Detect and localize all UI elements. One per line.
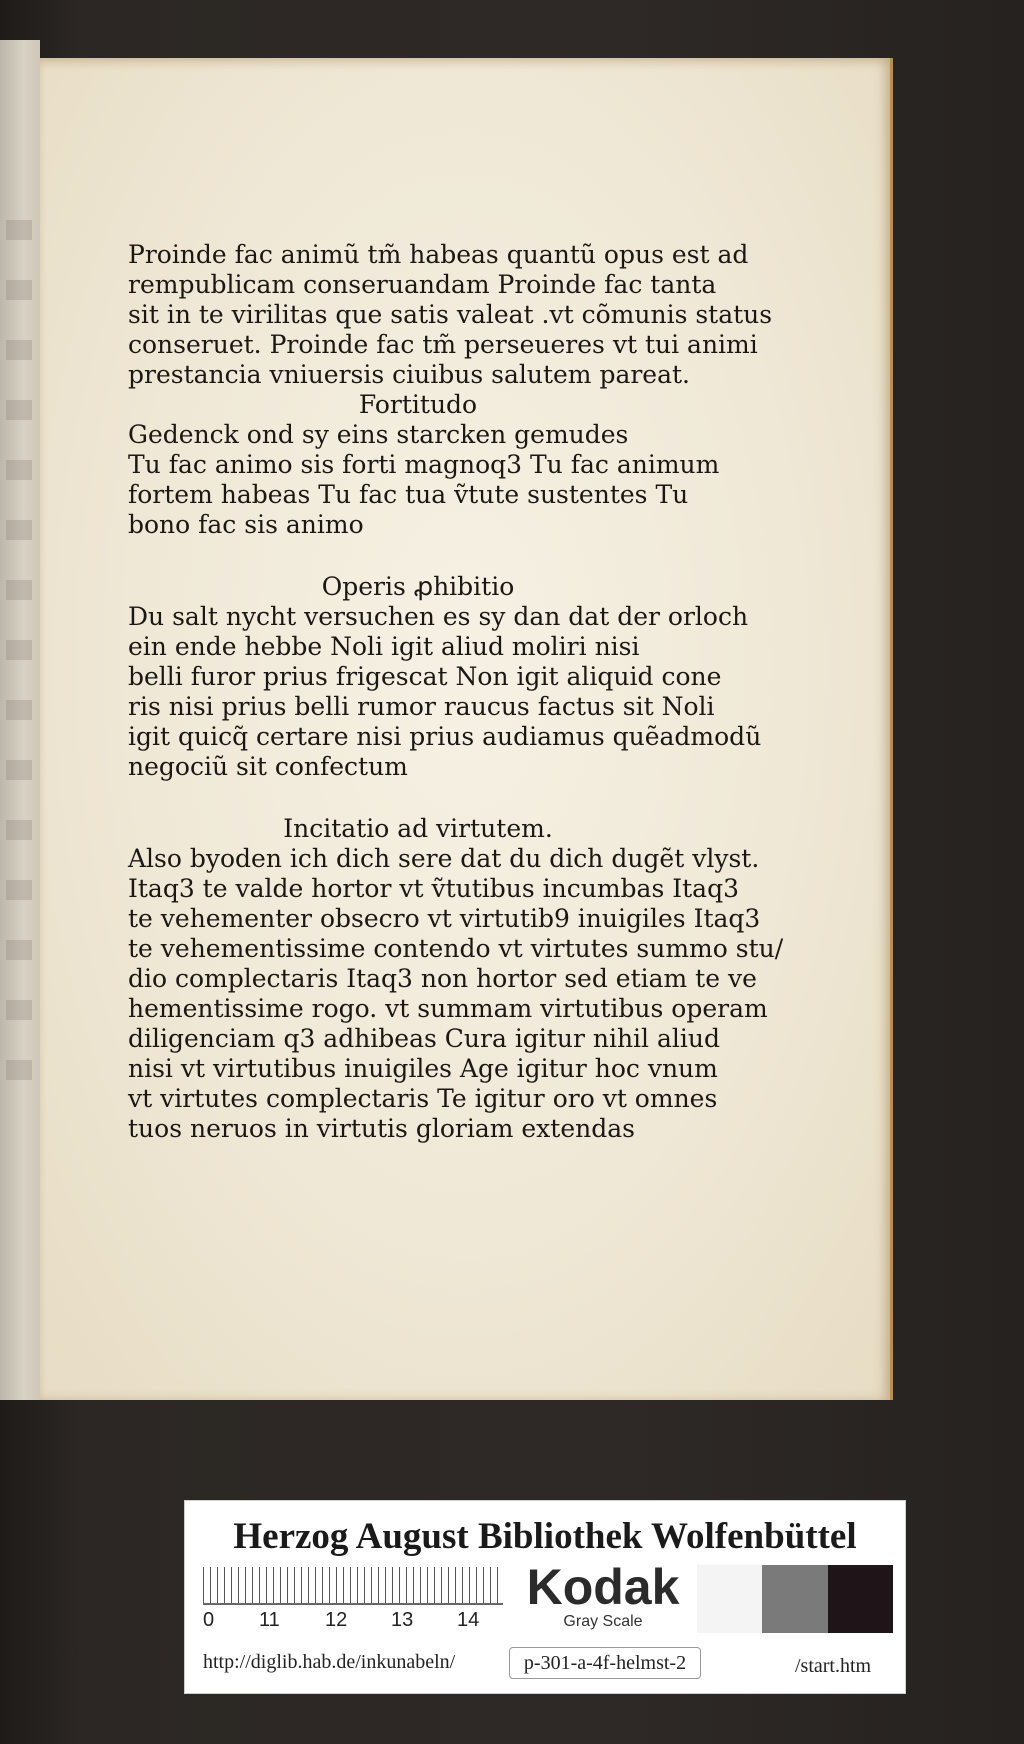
section-heading-operis: Operis ꝓhibitio (321, 572, 515, 601)
calibration-card (184, 1500, 906, 1694)
text-line: te vehementissime contendo vt virtutes summo stu/ (128, 934, 784, 963)
gray-swatch-mid (762, 1565, 827, 1633)
source-url: http://diglib.hab.de/inkunabeln/ (203, 1651, 456, 1673)
text-line: igit quicq̃ certare nisi prius audiamus quẽadmodũ (128, 722, 762, 751)
text-line: ein ende hebbe Noli igit aliud moliri nisi (128, 632, 640, 661)
text-line: Itaq3 te valde hortor vt ṽtutibus incumbas Itaq3 (128, 874, 739, 903)
ruler-number: 14 (457, 1609, 480, 1631)
text-line: sit in te virilitas que satis valeat .vt cõmunis status (128, 300, 773, 329)
text-line: belli furor prius frigescat Non igit aliquid cone (128, 662, 722, 691)
gray-swatch-light (697, 1565, 762, 1633)
ruler-number: 13 (391, 1609, 414, 1631)
library-title: Herzog August Bibliothek Wolfenbüttel (233, 1516, 857, 1557)
text-line: rempublicam conseruandam Proinde fac tanta (128, 270, 717, 299)
facing-page-edge (0, 40, 40, 1400)
gray-swatches (697, 1565, 893, 1633)
facing-page-bleed (6, 220, 32, 1120)
text-line: negociũ sit confectum (128, 752, 408, 781)
shelfmark: p-301-a-4f-helmst-2 (509, 1647, 701, 1679)
text-line: Proinde fac animũ tm̃ habeas quantũ opus est ad (128, 240, 749, 269)
text-line: vt virtutes complectaris Te igitur oro vt omnes (128, 1084, 718, 1113)
text-line: Gedenck ond sy eins starcken gemudes (128, 420, 629, 449)
kodak-logo: Kodak (526, 1559, 680, 1615)
ruler-number: 11 (259, 1609, 280, 1631)
text-line: bono fac sis animo (128, 510, 364, 539)
ruler-numbers (203, 1609, 503, 1633)
start-page-link: /start.htm (795, 1655, 872, 1677)
ruler-number: 12 (325, 1609, 348, 1631)
text-line: prestancia vniuersis ciuibus salutem pareat. (128, 360, 690, 389)
page-text (128, 240, 784, 1144)
section-heading-fortitudo: Fortitudo (358, 390, 478, 419)
text-line: fortem habeas Tu fac tua ṽtute sustentes Tu (128, 480, 689, 509)
gray-swatch-dark (828, 1565, 893, 1633)
text-line: diligenciam q3 adhibeas Cura igitur nihil aliud (128, 1024, 720, 1053)
gray-scale-label: Gray Scale (563, 1613, 643, 1630)
text-line: conseruet. Proinde fac tm̃ perseueres vt tui animi (128, 330, 758, 359)
text-line: Tu fac animo sis forti magnoq3 Tu fac animum (128, 450, 720, 479)
text-line: Du salt nycht versuchen es sy dan dat der orloch (128, 602, 749, 631)
text-line: Also byoden ich dich sere dat du dich dugẽt vlyst. (128, 844, 760, 873)
ruler-number: 0 (203, 1609, 215, 1631)
text-line: tuos neruos in virtutis gloriam extendas (128, 1114, 635, 1143)
ruler-scale (203, 1567, 503, 1605)
section-heading-incitatio: Incitatio ad virtutem. (283, 814, 553, 843)
text-line: hementissime rogo. vt summam virtutibus operam (128, 994, 768, 1023)
text-line: te vehementer obsecro vt virtutib9 inuigiles Itaq3 (128, 904, 761, 933)
text-line: ris nisi prius belli rumor raucus factus sit Noli (128, 692, 715, 721)
text-line: dio complectaris Itaq3 non hortor sed etiam te ve (128, 964, 757, 993)
text-line: nisi vt virtutibus inuigiles Age igitur hoc vnum (128, 1054, 718, 1083)
